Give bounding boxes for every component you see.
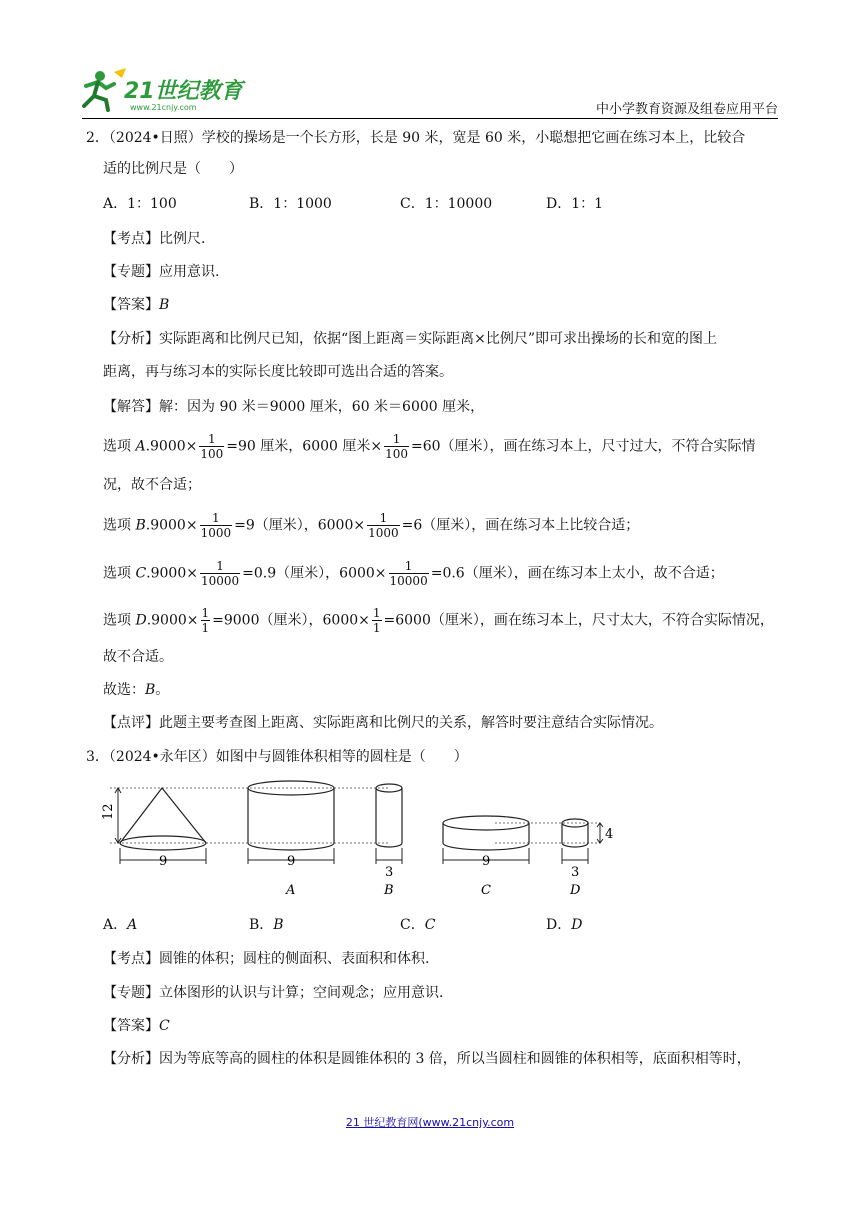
q2-work-d-p3: =6000（厘米），画在练习本上，尺寸太大，不符合实际情况， — [383, 612, 774, 629]
q2-work-a-p2: =90 厘米，6000 厘米× — [226, 438, 383, 455]
fraction-denominator: 10000 — [200, 574, 240, 588]
cylinder-c-base-label: 9 — [482, 854, 491, 869]
cylinder-d-height-label: 4 — [605, 827, 614, 842]
q2-work-c-prefix: 选项 — [103, 565, 136, 582]
q2-work-c-p2: =0.9（厘米），6000× — [242, 565, 387, 582]
cone-height-label: 12 — [101, 803, 116, 820]
q2-work-b-letter: B — [135, 517, 146, 534]
cylinder-c-shape — [443, 816, 529, 850]
header-rule — [82, 118, 778, 119]
fraction-numerator: 1 — [384, 432, 409, 447]
runner-icon — [84, 68, 126, 110]
q2-work-b-prefix: 选项 — [103, 517, 136, 534]
q2-analysis-line-1: 【分析】实际距离和比例尺已知，依据“图上距离＝实际距离×比例尺”即可求出操场的长和宽的图上 — [103, 331, 718, 347]
q2-stem-line-2: 适的比例尺是（ ） — [103, 161, 243, 177]
platform-name: 中小学教育资源及组卷应用平台 — [595, 102, 778, 117]
fraction — [201, 606, 211, 635]
q3-option-a-value: A — [127, 917, 138, 933]
q2-work-a-p3: =60（厘米），画在练习本上，尺寸过大，不符合实际情 — [411, 438, 756, 455]
q2-option-c: C．1：10000 — [400, 196, 493, 212]
fraction — [200, 559, 240, 588]
cylinder-c-label: C — [481, 883, 491, 898]
fraction-denominator: 10000 — [389, 574, 428, 588]
q3-option-a-prefix: A． — [103, 917, 128, 933]
logo-main-text: 21世纪教育 — [124, 79, 243, 104]
q2-work-d-prefix: 选项 — [103, 612, 136, 629]
logo — [80, 66, 260, 114]
cone-base-label: 9 — [159, 854, 168, 869]
q2-final-value: B — [145, 682, 156, 698]
q2-work-c-letter: C — [135, 565, 147, 582]
q2-work-d-p2: =9000（厘米），6000× — [212, 612, 370, 629]
q2-option-b: B．1：1000 — [249, 196, 332, 212]
q3-answer-value: C — [159, 1018, 170, 1034]
q3-option-c-prefix: C． — [400, 917, 425, 933]
q3-answer-label: 【答案】 — [103, 1018, 159, 1034]
q2-answer — [103, 294, 169, 316]
q2-work-b-p1: .9000× — [145, 517, 198, 534]
q3-option-c-value: C — [424, 917, 436, 933]
q2-work-a-prefix: 选项 — [103, 438, 136, 455]
fraction — [367, 511, 400, 540]
q2-solution-intro: 【解答】解：因为 90 米＝9000 厘米，60 米＝6000 厘米， — [103, 399, 485, 415]
q3-stem: 3．（2024•永年区）如图中与圆锥体积相等的圆柱是（ ） — [86, 749, 468, 765]
q2-work-b-p3: =6（厘米），画在练习本上比较合适； — [401, 517, 640, 534]
q2-work-c-p1: .9000× — [146, 565, 198, 582]
q2-final-choice — [103, 679, 169, 701]
q3-option-d — [546, 914, 582, 936]
q2-work-b — [103, 511, 639, 540]
q2-work-d — [103, 606, 774, 635]
cone-shape — [120, 788, 206, 850]
q2-work-c-p3: =0.6（厘米），画在练习本上太小，故不合适； — [430, 565, 724, 582]
fraction — [200, 511, 233, 540]
q3-zhuanti: 【专题】立体图形的认识与计算；空间观念；应用意识. — [103, 985, 444, 1001]
cylinder-d-height-dimension — [597, 823, 603, 843]
q2-answer-label: 【答案】 — [103, 297, 159, 313]
fraction-numerator: 1 — [201, 606, 210, 620]
q2-answer-value: B — [159, 297, 170, 313]
cylinder-a-base-label: 9 — [287, 854, 296, 869]
fraction-numerator: 1 — [372, 606, 381, 620]
q2-work-a-p1: .9000× — [145, 438, 198, 455]
fraction — [384, 432, 409, 461]
fraction-denominator: 1000 — [200, 526, 232, 540]
q3-option-b — [249, 914, 284, 936]
cylinder-d-base-label: 3 — [571, 865, 580, 880]
cylinder-b-shape — [376, 784, 402, 847]
q3-option-b-value: B — [273, 917, 284, 933]
fraction — [389, 559, 429, 588]
fraction — [372, 606, 382, 635]
q2-zhuanti: 【专题】应用意识. — [103, 264, 220, 280]
q3-analysis: 【分析】因为等底等高的圆柱的体积是圆锥体积的 3 倍，所以当圆柱和圆锥的体积相等，底面积相等时， — [103, 1051, 751, 1067]
q3-option-a — [103, 914, 137, 936]
fraction-denominator: 1 — [372, 621, 381, 635]
fraction — [199, 432, 224, 461]
q2-work-c — [103, 559, 724, 588]
q2-work-d-p1: .9000× — [146, 612, 199, 629]
fraction-denominator: 1 — [201, 621, 210, 635]
fraction-numerator: 1 — [200, 511, 233, 526]
q2-final-label: 故选： — [103, 682, 145, 698]
cylinder-b-base-label: 3 — [385, 865, 394, 880]
fraction-denominator: 1000 — [368, 526, 399, 540]
q3-option-b-prefix: B． — [249, 917, 274, 933]
q2-work-a-cont: 况，故不合适； — [103, 477, 201, 493]
fraction-denominator: 100 — [385, 447, 409, 461]
fraction-numerator: 1 — [389, 559, 429, 574]
q2-stem-line-1: 2．（2024•日照）学校的操场是一个长方形，长是 90 米，宽是 60 米，小聪想把它画在练习本上，比较合 — [86, 130, 746, 146]
fraction-numerator: 1 — [367, 511, 400, 526]
q2-option-a: A．1：100 — [103, 196, 177, 212]
cylinder-b-base-dimension — [376, 848, 402, 864]
cylinder-a-shape — [248, 781, 334, 850]
q2-work-a-letter: A — [135, 438, 146, 455]
q2-work-d-cont: 故不合适。 — [103, 649, 173, 665]
logo-sub-text: www.21cnjy.com — [130, 103, 197, 112]
solids-figure — [100, 778, 620, 904]
fraction-denominator: 100 — [200, 447, 224, 461]
q3-kaodian: 【考点】圆锥的体积；圆柱的侧面积、表面积和体积. — [103, 951, 430, 967]
cylinder-a-label: A — [286, 883, 296, 898]
q3-option-d-prefix: D． — [546, 917, 572, 933]
q2-option-d: D．1：1 — [546, 196, 604, 212]
q3-option-c — [400, 914, 435, 936]
q2-work-d-letter: D — [135, 612, 147, 629]
q2-kaodian: 【考点】比例尺. — [103, 231, 206, 247]
q2-final-end: 。 — [155, 682, 170, 698]
q2-analysis-line-2: 距离，再与练习本的实际长度比较即可选出合适的答案。 — [103, 364, 453, 380]
q3-answer — [103, 1015, 170, 1037]
q2-work-b-p2: =9（厘米），6000× — [234, 517, 366, 534]
cylinder-d-base-dimension — [562, 848, 588, 864]
fraction-numerator: 1 — [199, 432, 224, 447]
q3-option-d-value: D — [571, 917, 583, 933]
cylinder-b-label: B — [384, 883, 394, 898]
cylinder-d-label: D — [570, 883, 581, 898]
footer-link[interactable]: 21 世纪教育网(www.21cnjy.com — [345, 1116, 515, 1129]
fraction-numerator: 1 — [200, 559, 240, 574]
q2-comment: 【点评】此题主要考查图上距离、实际距离和比例尺的关系，解答时要注意结合实际情况。 — [103, 715, 663, 731]
q2-work-a — [103, 432, 756, 461]
